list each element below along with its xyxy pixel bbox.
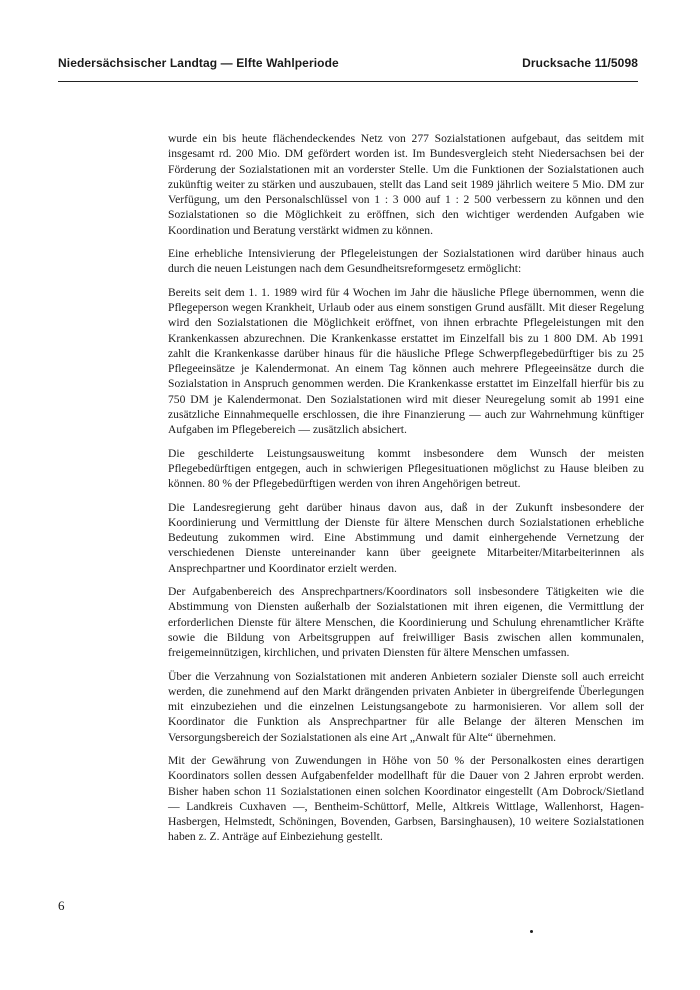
paragraph-4: Die geschilderte Leistungsausweitung kommt insbesondere dem Wunsch der meisten Pflegebedürftigen entgegen, auch in schwierigen Pflegesituationen möglichst zu Hause bleiben zu können. 80 % der Pflegebedürftigen werden von ihren Angehörigen betreut. xyxy=(168,446,644,491)
header-title: Niedersächsischer Landtag — Elfte Wahlperiode xyxy=(58,56,339,70)
paragraph-6: Der Aufgabenbereich des Ansprechpartners/Koordinators soll insbesondere Tätigkeiten wie die Abstimmung von Diensten außerhalb der Sozialstationen mit ihren eigenen, die Vermittlung der erforderlichen Dienste für ältere Menschen, die Koordinierung und Schulung ehrenamtlicher Kräfte sowie die Bildung von Arbeitsgruppen auf freiwilliger Basis zwischen allen kommunalen, freigemeinnützigen, kirchlichen, und privaten Diensten für ältere Menschen umfassen. xyxy=(168,585,644,660)
header-document-number: Drucksache 11/5098 xyxy=(522,56,638,70)
paragraph-7: Über die Verzahnung von Sozialstationen mit anderen Anbietern sozialer Dienste soll auch erreicht werden, die zunehmend auf den Markt drängenden privaten Anbieter in übergreifende Überlegungen mit einzubeziehen und die einzelnen Leistungsangebote zu harmonisieren. Vor allem soll der Koordinator die Funktion als Ansprechpartner für alle Belange der älteren Menschen im Versorgungsbereich der Sozialstationen als eine Art „Anwalt für Alte“ übernehmen. xyxy=(168,669,644,744)
header-rule xyxy=(58,81,638,82)
page-number: 6 xyxy=(58,898,65,913)
paragraph-3: Bereits seit dem 1. 1. 1989 wird für 4 Wochen im Jahr die häusliche Pflege übernommen, wenn die Pflegeperson wegen Krankheit, Urlaub oder aus einem sonstigen Grund ausfällt. Mit dieser Regelung wird den Sozialstationen die Möglichkeit eröffnet, von ihnen erbrachte Pflegeleistungen mit den Krankenkassen abzurechnen. Die Krankenkasse erstattet im Einzelfall bis zu 1 800 DM. Ab 1991 zahlt die Krankenkasse darüber hinaus für die häusliche Pflege Schwerpflegebedürftiger bis zu 25 Pflegeeinsätze je Kalendermonat. An einem Tag können auch mehrere Pflegeeinsätze durch die Sozialstation in Anspruch genommen werden. Die Krankenkasse erstattet im Einzelfall hierfür bis zu 750 DM je Kalendermonat. Den Sozialstationen wird mit dieser Neuregelung somit ab 1991 eine zusätzliche Einnahmequelle erschlossen, die ihre Finanzierung — auch zur Wahrnehmung künftiger Aufgaben im Pflegebereich — zusätzlich absichert. xyxy=(168,285,644,437)
paragraph-2: Eine erhebliche Intensivierung der Pflegeleistungen der Sozialstationen wird darüber hinaus auch durch die neuen Leistungen nach dem Gesundheitsreformgesetz ermöglicht: xyxy=(168,247,644,276)
paragraph-5: Die Landesregierung geht darüber hinaus davon aus, daß in der Zukunft insbesondere der Koordinierung und Vermittlung der Dienste für ältere Menschen durch Sozialstationen erhebliche Bedeutung zukommen wird. Eine Abstimmung und damit einhergehende Vernetzung der verschiedenen Dienste untereinander kann über geeignete Mitarbeiter/Mitarbeiterinnen als Ansprechpartner und Koordinator erzielt werden. xyxy=(168,500,644,575)
paragraph-1: wurde ein bis heute flächendeckendes Netz von 277 Sozialstationen aufgebaut, das seitdem mit insgesamt rd. 200 Mio. DM gefördert worden ist. Im Bundesvergleich steht Niedersachsen bei der Förderung der Sozialstationen mit an vorderster Stelle. Um die Funktionen der Sozialstationen auch zukünftig weiter zu stärken und auszubauen, stellt das Land seit 1989 jährlich weitere 5 Mio. DM zur Verfügung, um den Personalschlüssel von 1 : 3 000 auf 1 : 2 500 verbessern zu können und den Sozialstationen so die Möglichkeit zu eröffnen, sich den wichtiger werdenden Aufgaben wie Koordination und Beratung verstärkt widmen zu können. xyxy=(168,132,644,237)
body-text xyxy=(168,131,644,853)
print-speck xyxy=(530,930,533,933)
paragraph-8: Mit der Gewährung von Zuwendungen in Höhe von 50 % der Personalkosten eines derartigen Koordinators sollen dessen Aufgabenfelder modellhaft für die Dauer von 2 Jahren erprobt werden. Bisher haben schon 11 Sozialstationen einen solchen Koordinator eingestellt (Am Dobrock/Sietland — Landkreis Cuxhaven —, Bentheim-Schüttorf, Melle, Altkreis Wittlage, Wallenhorst, Hagen-Hasbergen, Helmstedt, Schöningen, Bovenden, Garbsen, Barsinghausen), 10 weitere Sozialstationen haben z. Z. Anträge auf Einbeziehung gestellt. xyxy=(168,753,644,844)
